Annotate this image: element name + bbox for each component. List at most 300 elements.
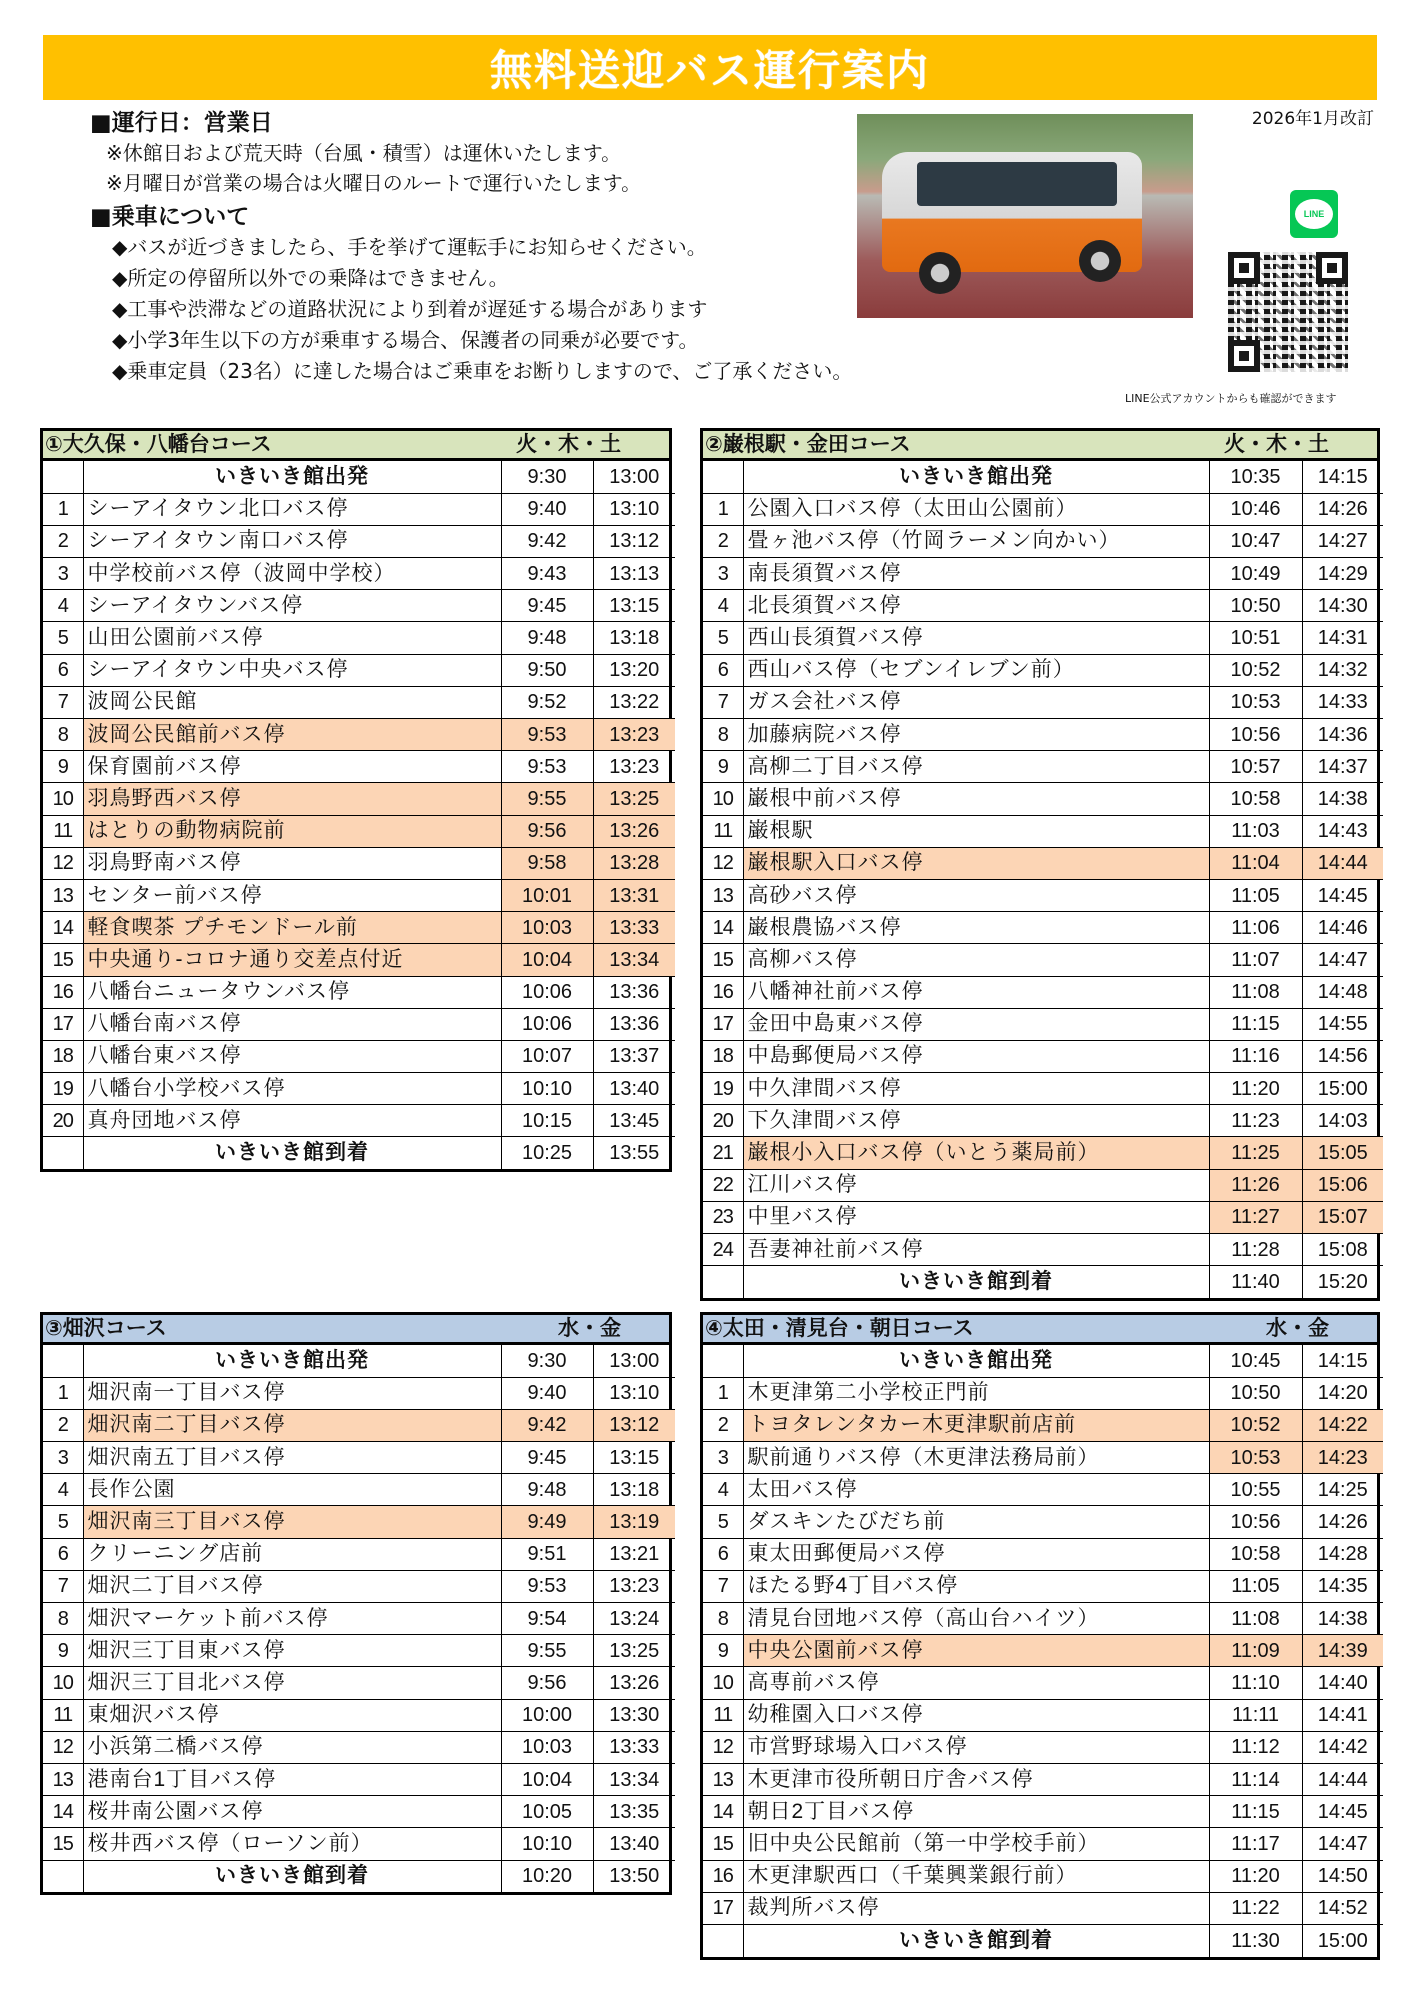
stop-name: 中央通り-コロナ通り交差点付近 [83, 944, 501, 976]
time-afternoon: 14:38 [1302, 783, 1383, 815]
stop-number: 24 [703, 1234, 743, 1266]
stop-number: 16 [43, 976, 83, 1008]
stop-row [43, 622, 675, 654]
time-afternoon: 14:45 [1302, 1796, 1383, 1828]
time-afternoon: 14:44 [1302, 847, 1383, 879]
time-morning: 11:28 [1209, 1234, 1302, 1266]
time-afternoon: 13:18 [593, 1474, 675, 1506]
departure-row [43, 1345, 675, 1377]
stop-row [703, 1040, 1383, 1072]
stop-name: 東畑沢バス停 [83, 1699, 501, 1731]
stop-row [703, 1442, 1383, 1474]
arrival-row [43, 1137, 675, 1169]
stop-name: シーアイタウンバス停 [83, 590, 501, 622]
qr-finder-icon [1316, 252, 1348, 284]
stop-name: 木更津第二小学校正門前 [743, 1377, 1209, 1409]
stop-row [703, 654, 1383, 686]
course-title: ③畑沢コース [45, 1316, 167, 1340]
stop-row [703, 1763, 1383, 1795]
stop-row [703, 1667, 1383, 1699]
stop-name: 高専前バス停 [743, 1667, 1209, 1699]
time-morning: 10:51 [1209, 622, 1302, 654]
stop-row [703, 1234, 1383, 1266]
time-morning: 9:54 [501, 1603, 593, 1635]
stop-row [703, 847, 1383, 879]
time-afternoon: 13:10 [593, 493, 675, 525]
time-afternoon: 13:00 [593, 1345, 675, 1377]
time-morning: 11:15 [1209, 1796, 1302, 1828]
time-morning: 11:20 [1209, 1860, 1302, 1892]
time-afternoon: 14:47 [1302, 944, 1383, 976]
time-morning: 9:55 [501, 783, 593, 815]
stop-name: 保育園前バス停 [83, 751, 501, 783]
time-afternoon: 15:05 [1302, 1137, 1383, 1169]
time-morning: 10:07 [501, 1040, 593, 1072]
stop-name: 市営野球場入口バス停 [743, 1731, 1209, 1763]
stop-row [703, 1377, 1383, 1409]
stop-number: 14 [43, 1796, 83, 1828]
time-afternoon: 13:21 [593, 1538, 675, 1570]
stop-row [703, 1699, 1383, 1731]
time-morning: 9:45 [501, 590, 593, 622]
stop-number: 22 [703, 1169, 743, 1201]
stop-name: 高柳バス停 [743, 944, 1209, 976]
time-afternoon: 13:24 [593, 1603, 675, 1635]
time-afternoon: 13:18 [593, 622, 675, 654]
stop-row [703, 944, 1383, 976]
stop-row [703, 590, 1383, 622]
stop-name: はとりの動物病院前 [83, 815, 501, 847]
time-morning: 10:47 [1209, 525, 1302, 557]
stop-number: 10 [43, 783, 83, 815]
time-morning: 10:49 [1209, 558, 1302, 590]
stop-row [43, 1073, 675, 1105]
stop-row [43, 1763, 675, 1795]
stop-number: 13 [703, 879, 743, 911]
stop-name: 巌根農協バス停 [743, 912, 1209, 944]
time-morning: 9:48 [501, 622, 593, 654]
stop-name: 畑沢マーケット前バス停 [83, 1603, 501, 1635]
stop-number: 9 [703, 751, 743, 783]
stop-row [43, 1603, 675, 1635]
stop-number: 7 [703, 686, 743, 718]
stop-name: 西山バス停（セブンイレブン前） [743, 654, 1209, 686]
stop-number: 11 [43, 1699, 83, 1731]
time-morning: 10:53 [1209, 686, 1302, 718]
stop-name: 八幡台南バス停 [83, 1008, 501, 1040]
stop-name: 小浜第二橋バス停 [83, 1731, 501, 1763]
time-afternoon: 14:36 [1302, 719, 1383, 751]
course-title: ④太田・清見台・朝日コース [705, 1316, 974, 1340]
time-morning: 10:58 [1209, 1538, 1302, 1570]
boarding-rule: ◆バスが近づきましたら、手を挙げて運転手にお知らせください。 [112, 235, 707, 259]
time-afternoon: 14:29 [1302, 558, 1383, 590]
time-afternoon: 13:22 [593, 686, 675, 718]
stop-number: 7 [703, 1570, 743, 1602]
time-afternoon: 15:00 [1317, 1929, 1368, 1952]
stop-row [703, 1105, 1383, 1137]
stop-number: 6 [43, 654, 83, 686]
course-days: 水・金 [558, 1316, 621, 1340]
stop-row [43, 1008, 675, 1040]
time-morning: 9:53 [501, 719, 593, 751]
stop-row [703, 686, 1383, 718]
stop-name: 南長須賀バス停 [743, 558, 1209, 590]
time-morning: 10:01 [501, 879, 593, 911]
time-morning: 10:45 [1209, 1345, 1302, 1377]
time-afternoon: 13:50 [609, 1865, 660, 1888]
stop-number: 16 [703, 976, 743, 1008]
stop-number: 14 [43, 912, 83, 944]
stop-number: 9 [43, 751, 83, 783]
stop-name: 駅前通りバス停（木更津法務局前） [743, 1442, 1209, 1474]
time-afternoon: 13:40 [593, 1073, 675, 1105]
time-afternoon: 14:27 [1302, 525, 1383, 557]
time-morning: 10:03 [501, 1731, 593, 1763]
stop-name: 桜井南公園バス停 [83, 1796, 501, 1828]
stop-number: 5 [43, 1506, 83, 1538]
stop-number: 19 [43, 1073, 83, 1105]
stop-row [703, 493, 1383, 525]
time-afternoon: 14:47 [1302, 1828, 1383, 1860]
line-logo-text: LINE [1295, 199, 1333, 229]
stop-number [43, 1860, 83, 1892]
time-afternoon: 14:15 [1302, 461, 1383, 493]
stop-number: 17 [43, 1008, 83, 1040]
time-morning: 9:49 [501, 1506, 593, 1538]
time-afternoon: 13:34 [593, 1763, 675, 1795]
stop-number: 19 [703, 1073, 743, 1105]
course-title: ②巌根駅・金田コース [705, 432, 911, 456]
stop-name: 金田中島東バス停 [743, 1008, 1209, 1040]
qr-finder-icon [1228, 252, 1260, 284]
stop-name: 波岡公民館前バス停 [83, 719, 501, 751]
stop-number: 13 [43, 1763, 83, 1795]
stop-row [43, 686, 675, 718]
stop-name: 木更津市役所朝日庁舎バス停 [743, 1763, 1209, 1795]
stop-name: 江川バス停 [743, 1169, 1209, 1201]
time-afternoon: 13:15 [593, 590, 675, 622]
time-morning: 10:05 [501, 1796, 593, 1828]
stop-number: 20 [703, 1105, 743, 1137]
stop-name: 軽食喫茶 プチモンドール前 [83, 912, 501, 944]
time-morning: 9:58 [501, 847, 593, 879]
time-afternoon: 13:13 [593, 558, 675, 590]
boarding-heading: ■乗車について [90, 204, 250, 230]
time-afternoon: 14:15 [1302, 1345, 1383, 1377]
stop-row [43, 847, 675, 879]
stop-name: 真舟団地バス停 [83, 1105, 501, 1137]
time-afternoon: 15:08 [1302, 1234, 1383, 1266]
course-table-ota-kiyomidai-asahi [700, 1312, 1380, 1960]
time-afternoon: 13:35 [593, 1796, 675, 1828]
stop-name: 西山長須賀バス停 [743, 622, 1209, 654]
time-afternoon: 14:39 [1302, 1635, 1383, 1667]
arrival-row [43, 1860, 675, 1892]
time-morning: 9:52 [501, 686, 593, 718]
time-afternoon: 14:32 [1302, 654, 1383, 686]
departure-label: いきいき館出発 [83, 461, 501, 493]
stop-row [43, 493, 675, 525]
timetable [43, 1345, 675, 1892]
stop-row [43, 1699, 675, 1731]
time-afternoon: 13:30 [593, 1699, 675, 1731]
stop-number: 14 [703, 912, 743, 944]
stop-name: 巌根中前バス停 [743, 783, 1209, 815]
stop-row [703, 1828, 1383, 1860]
stop-row [43, 1442, 675, 1474]
stop-name: 北長須賀バス停 [743, 590, 1209, 622]
time-afternoon: 14:31 [1302, 622, 1383, 654]
time-afternoon: 13:19 [593, 1506, 675, 1538]
time-afternoon: 13:34 [593, 944, 675, 976]
stop-name: 畑沢二丁目バス停 [83, 1570, 501, 1602]
stop-name: センター前バス停 [83, 879, 501, 911]
bus-photo [857, 114, 1193, 318]
time-morning: 10:25 [501, 1137, 593, 1169]
boarding-rule: ◆乗車定員（23名）に達した場合はご乗車をお断りしますので、ご了承ください。 [112, 359, 853, 383]
course-header [43, 431, 669, 461]
stop-number: 23 [703, 1201, 743, 1233]
stop-number: 1 [703, 1377, 743, 1409]
stop-number: 18 [703, 1040, 743, 1072]
time-morning: 11:08 [1209, 976, 1302, 1008]
time-morning: 10:53 [1209, 1442, 1302, 1474]
stop-number: 20 [43, 1105, 83, 1137]
stop-number: 3 [43, 1442, 83, 1474]
stop-row [703, 1603, 1383, 1635]
stop-name: 畑沢南五丁目バス停 [83, 1442, 501, 1474]
stop-row [43, 1796, 675, 1828]
time-morning: 10:04 [501, 1763, 593, 1795]
stop-number: 10 [703, 783, 743, 815]
time-morning: 10:03 [501, 912, 593, 944]
stop-row [703, 1169, 1383, 1201]
stop-name: 太田バス停 [743, 1474, 1209, 1506]
time-morning: 11:25 [1209, 1137, 1302, 1169]
stop-row [703, 1796, 1383, 1828]
stop-number: 17 [703, 1892, 743, 1924]
time-morning: 10:04 [501, 944, 593, 976]
time-morning: 10:46 [1209, 493, 1302, 525]
departure-label: いきいき館出発 [743, 461, 1209, 493]
stop-row [703, 783, 1383, 815]
stop-number: 17 [703, 1008, 743, 1040]
stop-number: 6 [703, 654, 743, 686]
time-afternoon: 14:38 [1302, 1603, 1383, 1635]
qr-finder-icon [1228, 340, 1260, 372]
stop-row [43, 1538, 675, 1570]
time-afternoon: 13:25 [593, 783, 675, 815]
time-afternoon: 13:36 [593, 976, 675, 1008]
bus-wheel-shape [1079, 240, 1121, 282]
stop-number: 3 [703, 1442, 743, 1474]
stop-row [43, 1474, 675, 1506]
stop-row [43, 654, 675, 686]
stop-number: 15 [43, 944, 83, 976]
time-morning: 9:40 [501, 493, 593, 525]
time-afternoon: 14:41 [1302, 1699, 1383, 1731]
time-morning: 9:53 [501, 751, 593, 783]
time-afternoon: 13:31 [593, 879, 675, 911]
stop-row [43, 1570, 675, 1602]
time-morning: 11:15 [1209, 1008, 1302, 1040]
stop-row [703, 1860, 1383, 1892]
stop-number: 3 [43, 558, 83, 590]
time-afternoon: 14:30 [1302, 590, 1383, 622]
time-morning: 9:55 [501, 1635, 593, 1667]
time-morning: 11:04 [1209, 847, 1302, 879]
stop-number: 3 [703, 558, 743, 590]
title-banner [43, 35, 1377, 100]
stop-name: 港南台1丁目バス停 [83, 1763, 501, 1795]
arrival-label: いきいき館到着 [83, 1137, 501, 1169]
stop-number: 2 [43, 525, 83, 557]
departure-row [703, 461, 1383, 493]
time-morning: 11:22 [1209, 1892, 1302, 1924]
stop-name: 高柳二丁目バス停 [743, 751, 1209, 783]
stop-row [703, 525, 1383, 557]
course-days: 火・木・土 [516, 432, 621, 456]
arrival-row [703, 1266, 1383, 1298]
stop-number: 13 [703, 1763, 743, 1795]
stop-name: 巌根駅入口バス停 [743, 847, 1209, 879]
time-afternoon: 13:20 [593, 654, 675, 686]
stop-row [703, 622, 1383, 654]
stop-name: 八幡台東バス停 [83, 1040, 501, 1072]
stop-row [703, 1201, 1383, 1233]
stop-name: 中里バス停 [743, 1201, 1209, 1233]
time-morning: 10:58 [1209, 783, 1302, 815]
time-afternoon: 13:28 [593, 847, 675, 879]
stop-row [43, 1635, 675, 1667]
course-header [703, 431, 1377, 461]
stop-row [43, 1667, 675, 1699]
time-morning: 9:30 [501, 461, 593, 493]
time-morning: 9:51 [501, 1538, 593, 1570]
arrival-row [703, 1924, 1383, 1956]
time-afternoon: 14:23 [1302, 1442, 1383, 1474]
time-afternoon: 14:22 [1302, 1409, 1383, 1441]
stop-name: 旧中央公民館前（第一中学校手前） [743, 1828, 1209, 1860]
stop-number: 10 [43, 1667, 83, 1699]
stop-row [43, 944, 675, 976]
qr-code-icon[interactable] [1228, 252, 1348, 372]
course-title: ①大久保・八幡台コース [45, 432, 272, 456]
stop-number: 12 [43, 1731, 83, 1763]
departure-row [703, 1345, 1383, 1377]
boarding-rule: ◆小学3年生以下の方が乗車する場合、保護者の同乗が必要です。 [112, 328, 699, 352]
stop-name: 加藤病院バス停 [743, 719, 1209, 751]
time-afternoon: 14:50 [1302, 1860, 1383, 1892]
time-afternoon: 14:55 [1302, 1008, 1383, 1040]
revision-date: 2026年1月改訂 [1251, 109, 1374, 129]
stop-row [43, 751, 675, 783]
time-afternoon: 14:20 [1302, 1377, 1383, 1409]
time-afternoon: 14:46 [1302, 912, 1383, 944]
time-morning: 11:05 [1209, 879, 1302, 911]
stop-name: 畳ヶ池バス停（竹岡ラーメン向かい） [743, 525, 1209, 557]
time-afternoon: 15:06 [1302, 1169, 1383, 1201]
line-logo-icon[interactable] [1290, 190, 1338, 238]
arrival-label: いきいき館到着 [83, 1860, 501, 1892]
time-morning: 10:52 [1209, 1409, 1302, 1441]
stop-row [703, 1731, 1383, 1763]
time-afternoon: 13:00 [593, 461, 675, 493]
stop-row [43, 1828, 675, 1860]
stop-name: 八幡台ニュータウンバス停 [83, 976, 501, 1008]
stop-name: クリーニング店前 [83, 1538, 501, 1570]
bus-window-shape [917, 162, 1117, 206]
time-morning: 9:56 [501, 815, 593, 847]
time-morning: 10:35 [1209, 461, 1302, 493]
time-morning: 9:42 [501, 525, 593, 557]
stop-number: 16 [703, 1860, 743, 1892]
stop-number: 13 [43, 879, 83, 911]
time-morning: 10:57 [1209, 751, 1302, 783]
time-morning: 9:48 [501, 1474, 593, 1506]
time-morning: 10:56 [1209, 1506, 1302, 1538]
line-caption: LINE公式アカウントからも確認ができます [1125, 392, 1337, 405]
stop-number: 9 [43, 1635, 83, 1667]
stop-number: 15 [703, 944, 743, 976]
time-morning: 11:17 [1209, 1828, 1302, 1860]
stop-number: 1 [703, 493, 743, 525]
time-morning: 9:42 [501, 1409, 593, 1441]
time-morning: 9:43 [501, 558, 593, 590]
stop-row [43, 1409, 675, 1441]
time-morning: 10:50 [1209, 1377, 1302, 1409]
stop-name: 畑沢南二丁目バス停 [83, 1409, 501, 1441]
time-afternoon: 14:33 [1302, 686, 1383, 718]
stop-number: 2 [43, 1409, 83, 1441]
boarding-rule: ◆工事や渋滞などの道路状況により到着が遅延する場合があります [112, 297, 708, 321]
stop-row [703, 1008, 1383, 1040]
time-afternoon: 13:55 [609, 1142, 660, 1165]
stop-name: 八幡台小学校バス停 [83, 1073, 501, 1105]
stop-number [43, 461, 83, 493]
stop-name: トヨタレンタカー木更津駅前店前 [743, 1409, 1209, 1441]
stop-name: 畑沢三丁目東バス停 [83, 1635, 501, 1667]
time-afternoon: 15:20 [1317, 1271, 1368, 1294]
stop-name: 畑沢三丁目北バス停 [83, 1667, 501, 1699]
stop-name: 木更津駅西口（千葉興業銀行前） [743, 1860, 1209, 1892]
stop-number: 8 [703, 1603, 743, 1635]
time-morning: 10:06 [501, 976, 593, 1008]
stop-row [703, 751, 1383, 783]
timetable [703, 461, 1383, 1298]
stop-name: 中島郵便局バス停 [743, 1040, 1209, 1072]
stop-row [43, 1040, 675, 1072]
time-afternoon: 14:52 [1302, 1892, 1383, 1924]
stop-row [703, 1506, 1383, 1538]
time-morning: 11:16 [1209, 1040, 1302, 1072]
bus-wheel-shape [919, 252, 961, 294]
operating-note: ※月曜日が営業の場合は火曜日のルートで運行いたします。 [106, 171, 642, 195]
stop-row [43, 1377, 675, 1409]
time-morning: 10:10 [501, 1828, 593, 1860]
time-afternoon: 13:26 [593, 815, 675, 847]
time-morning: 9:50 [501, 654, 593, 686]
time-afternoon: 13:25 [593, 1635, 675, 1667]
arrival-label: いきいき館到着 [743, 1266, 1209, 1298]
stop-name: シーアイタウン中央バス停 [83, 654, 501, 686]
course-table-iwane-kaneda [700, 428, 1380, 1301]
time-morning: 10:15 [501, 1105, 593, 1137]
stop-number: 11 [703, 1699, 743, 1731]
stop-row [703, 1570, 1383, 1602]
time-morning: 11:03 [1209, 815, 1302, 847]
